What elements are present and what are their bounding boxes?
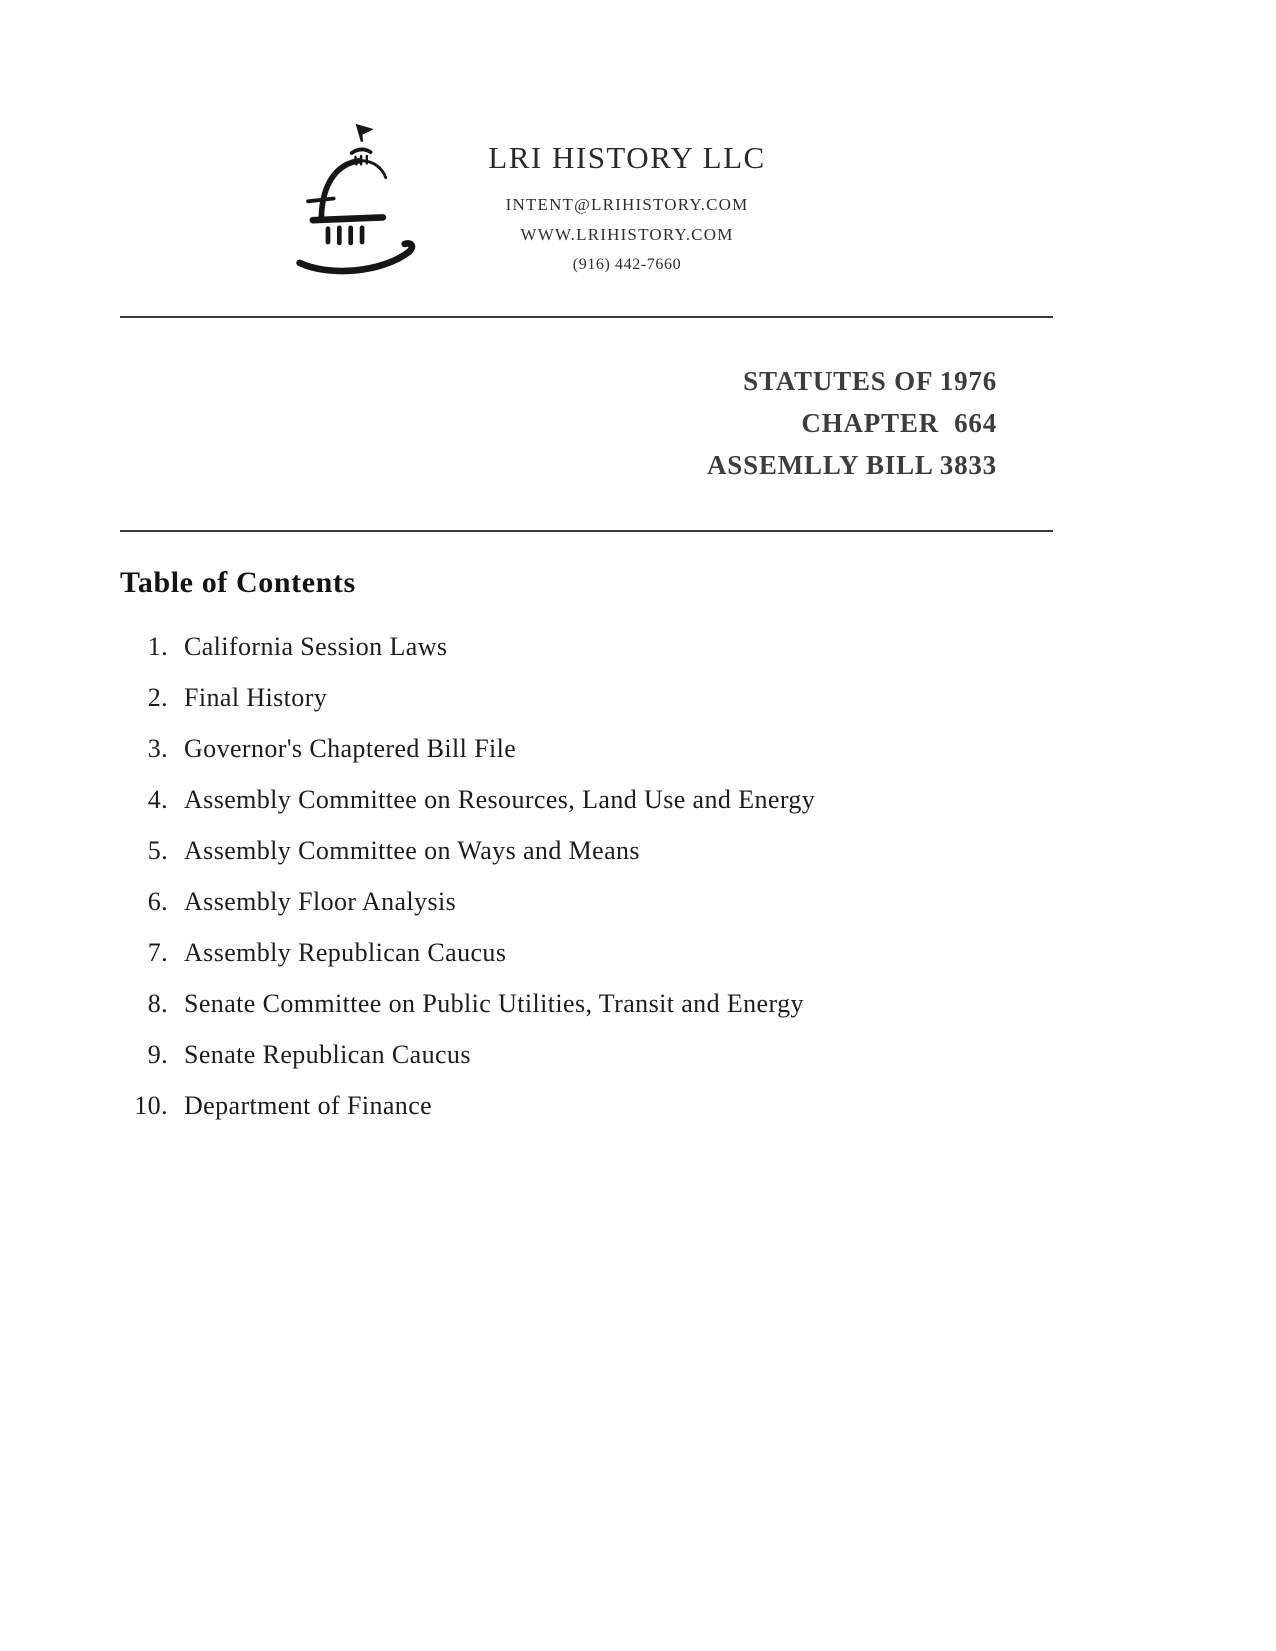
toc-item-5: Assembly Committee on Ways and Means [184,836,640,865]
letterhead [120,118,1053,280]
toc-item-10: Department of Finance [184,1091,433,1120]
chapter-line: CHAPTER 664 [801,408,997,438]
toc-item-8: Senate Committee on Public Utilities, Transit and Energy [184,989,804,1018]
statutes-year-line: STATUTES OF 1976 [743,366,997,396]
company-phone: (916) 442-7660 [572,256,682,273]
toc-item-1: California Session Laws [184,632,448,661]
capitol-dome-logo-icon [292,118,434,278]
company-name: LRI HISTORY LLC [488,140,766,175]
toc-item-9: Senate Republican Caucus [184,1040,471,1069]
toc-item-4: Assembly Committee on Resources, Land Use and Energy [184,785,816,814]
statute-title-block [120,318,1053,530]
toc-list [120,632,1053,1121]
toc-item-7: Assembly Republican Caucus [184,938,507,967]
company-email: INTENT@LRIHISTORY.COM [505,195,749,214]
toc-heading: Table of Contents [120,566,356,599]
company-website: WWW.LRIHISTORY.COM [520,225,734,244]
letterhead-text [472,118,782,280]
toc-item-3: Governor's Chaptered Bill File [184,734,517,763]
toc-item-2: Final History [184,683,328,712]
document-content [120,118,1053,1121]
assembly-bill-line: ASSEMLLY BILL 3833 [706,450,997,480]
divider-bottom [120,530,1053,532]
toc-item-6: Assembly Floor Analysis [184,887,457,916]
